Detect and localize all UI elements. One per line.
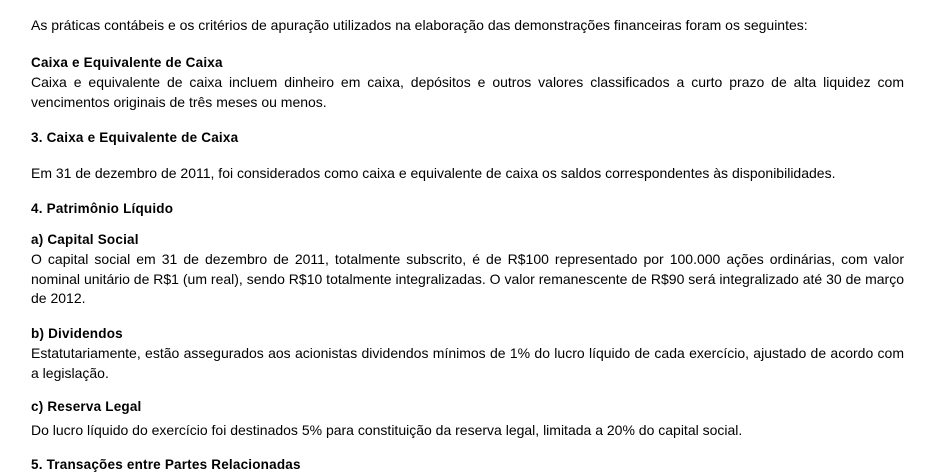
heading-capital-social: a) Capital Social: [31, 232, 139, 247]
heading-reserva-legal: c) Reserva Legal: [31, 399, 142, 414]
paragraph-dividendos: Estatutariamente, estão assegurados aos acionistas dividendos mínimos de 1% do lucro líquido de cada exercício, ajustado de acordo com a legislação.: [31, 345, 904, 381]
heading-note-5: 5. Transações entre Partes Relacionadas: [31, 457, 301, 472]
heading-note-3: 3. Caixa e Equivalente de Caixa: [31, 130, 239, 145]
heading-dividendos: b) Dividendos: [31, 326, 123, 341]
heading-caixa-policy: Caixa e Equivalente de Caixa: [31, 55, 223, 70]
paragraph-capital-social: O capital social em 31 de dezembro de 2011, totalmente subscrito, é de R$100 representado por 100.000 ações ordinárias, com valor nominal unitário de R$1 (um real), sendo R$10 totalmente integralizadas. O valor remanescente de R$90 será integralizado até 30 de março de 2012.: [31, 251, 904, 306]
paragraph-note-3: Em 31 de dezembro de 2011, foi considerados como caixa e equivalente de caixa os saldos correspondentes às disponibilidades.: [31, 165, 836, 181]
heading-note-4: 4. Patrimônio Líquido: [31, 201, 174, 216]
paragraph-reserva-legal: Do lucro líquido do exercício foi destinados 5% para constituição da reserva legal, limitada a 20% do capital social.: [31, 422, 743, 438]
intro-text: As práticas contábeis e os critérios de apuração utilizados na elaboração das demonstrações financeiras foram os seguintes:: [31, 17, 808, 33]
paragraph-caixa-policy: Caixa e equivalente de caixa incluem dinheiro em caixa, depósitos e outros valores classificados a curto prazo de alta liquidez com vencimentos originais de três meses ou menos.: [31, 74, 904, 110]
